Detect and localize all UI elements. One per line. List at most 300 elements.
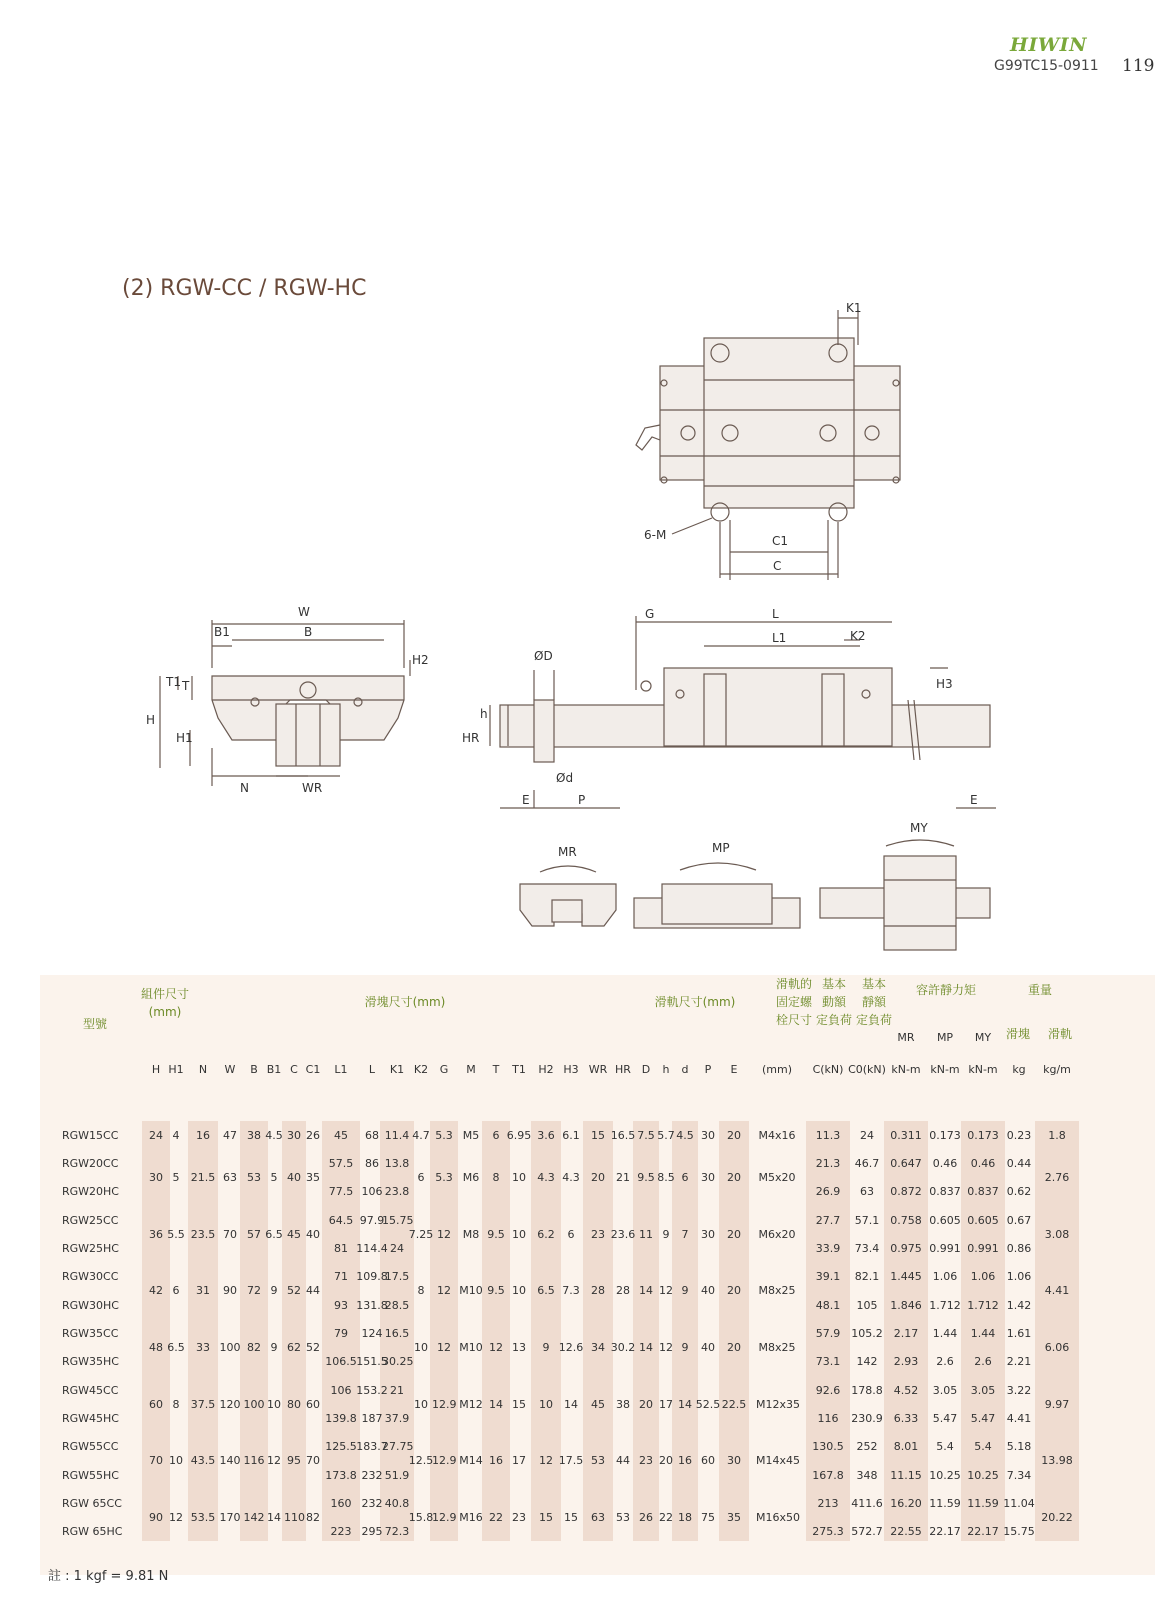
table-cell: 10 (512, 1284, 526, 1297)
label-my: MY (910, 821, 928, 835)
table-cell: 15 (591, 1129, 605, 1142)
table-cell: 6 (681, 1171, 689, 1184)
table-cell: 14 (678, 1398, 692, 1411)
column-symbol: kN-m (930, 1063, 960, 1076)
table-cell: 160 (330, 1497, 352, 1510)
table-cell: 1.06 (1006, 1270, 1032, 1283)
table-row-model: RGW45HC (62, 1412, 119, 1425)
table-cell: 70 (223, 1228, 237, 1241)
table-cell: 6.33 (893, 1412, 919, 1425)
table-cell: 10 (414, 1398, 428, 1411)
table-cell: 17 (512, 1454, 526, 1467)
table-cell: 140 (219, 1454, 241, 1467)
table-cell: 22.17 (967, 1525, 999, 1538)
table-row-model: RGW30HC (62, 1299, 119, 1312)
table-cell: 5.47 (932, 1412, 958, 1425)
table-cell: M6 (462, 1171, 480, 1184)
table-cell: 183.7 (356, 1440, 388, 1453)
table-cell: 79 (334, 1327, 348, 1340)
table-cell: 6.5 (265, 1228, 283, 1241)
table-cell: 15 (564, 1511, 578, 1524)
label-od-small: Ød (556, 771, 574, 785)
table-cell: 80 (287, 1398, 301, 1411)
table-cell: 0.837 (967, 1185, 999, 1198)
table-cell: M8x25 (758, 1341, 796, 1354)
table-cell: 6.95 (506, 1129, 532, 1142)
table-cell: 0.758 (890, 1214, 922, 1227)
table-cell: 130.5 (812, 1440, 844, 1453)
table-cell: 8 (172, 1398, 180, 1411)
table-cell: 63 (223, 1171, 237, 1184)
table-cell: 22.55 (890, 1525, 922, 1538)
table-row-model: RGW30CC (62, 1270, 119, 1283)
table-cell: M10 (459, 1341, 483, 1354)
table-cell: 40 (306, 1228, 320, 1241)
table-cell: 5.3 (435, 1171, 453, 1184)
table-cell: 1.712 (967, 1299, 999, 1312)
table-cell: 173.8 (325, 1469, 357, 1482)
table-cell: 40 (701, 1284, 715, 1297)
table-cell: 15.75 (382, 1214, 414, 1227)
table-cell: 232 (361, 1497, 383, 1510)
table-cell: 14 (639, 1284, 653, 1297)
table-cell: 36 (149, 1228, 163, 1241)
table-cell: 110 (284, 1511, 305, 1524)
moment-mr-drawing (520, 845, 616, 926)
footnote: 註 : 1 kgf = 9.81 N (48, 1569, 169, 1584)
table-cell: 232 (361, 1469, 383, 1482)
table-cell: 27.75 (382, 1440, 414, 1453)
table-cell: 35 (306, 1171, 320, 1184)
table-cell: 52 (306, 1341, 320, 1354)
table-cell: 125.5 (325, 1440, 357, 1453)
table-cell: 0.67 (1006, 1214, 1032, 1227)
column-shade (531, 1121, 561, 1541)
table-cell: 5 (172, 1171, 180, 1184)
table-cell: 2.93 (893, 1355, 919, 1368)
table-cell: 116 (817, 1412, 839, 1425)
label-wr: WR (302, 781, 323, 795)
table-cell: 106 (330, 1384, 352, 1397)
table-cell: 10 (267, 1398, 281, 1411)
column-symbol: B1 (266, 1063, 282, 1076)
column-symbol: W (224, 1063, 236, 1076)
table-cell: 12.9 (432, 1511, 457, 1524)
side-view-drawing (462, 607, 996, 808)
table-cell: 7.34 (1006, 1469, 1032, 1482)
column-shade (719, 1121, 749, 1541)
table-cell: 0.46 (932, 1157, 958, 1170)
table-cell: M6x20 (758, 1228, 796, 1241)
table-cell: 45 (287, 1228, 301, 1241)
header-moment-mp: MP (936, 1031, 954, 1044)
table-cell: 63 (591, 1511, 605, 1524)
header-bolt: 滑軌的 固定螺 栓尺寸 (775, 977, 812, 1027)
table-cell: M4x16 (758, 1129, 796, 1142)
table-cell: 2.17 (893, 1327, 919, 1340)
table-cell: M14 (459, 1454, 483, 1467)
table-cell: 20 (639, 1398, 653, 1411)
table-cell: 48 (149, 1341, 163, 1354)
spec-table (40, 975, 1155, 1575)
table-cell: 109.8 (356, 1270, 388, 1283)
table-cell: 6 (492, 1129, 500, 1142)
table-cell: M5 (462, 1129, 480, 1142)
table-cell: 3.6 (537, 1129, 555, 1142)
column-symbol: K1 (389, 1063, 405, 1076)
table-cell: 13.8 (384, 1157, 410, 1170)
table-cell: 151.5 (356, 1355, 388, 1368)
table-cell: 0.44 (1006, 1157, 1032, 1170)
table-cell: 52.5 (695, 1398, 721, 1411)
table-cell: 167.8 (812, 1469, 844, 1482)
brand-logo: HIWIN (1010, 34, 1087, 56)
table-cell: 6 (172, 1284, 180, 1297)
table-cell: 45 (591, 1398, 605, 1411)
table-cell: 60 (149, 1398, 163, 1411)
table-cell: 4.3 (562, 1171, 580, 1184)
table-cell: 81 (334, 1242, 348, 1255)
table-cell: 77.5 (328, 1185, 354, 1198)
table-cell: 1.06 (932, 1270, 958, 1283)
table-cell: 22.5 (721, 1398, 747, 1411)
table-cell: 72.3 (384, 1525, 410, 1538)
table-row-model: RGW20CC (62, 1157, 119, 1170)
table-cell: 12 (489, 1341, 503, 1354)
table-cell: 42 (149, 1284, 163, 1297)
table-cell: 20 (591, 1171, 605, 1184)
table-cell: 100 (219, 1341, 241, 1354)
table-row-model: RGW45CC (62, 1384, 119, 1397)
table-cell: 24 (860, 1129, 874, 1142)
label-l1: L1 (772, 631, 787, 645)
table-cell: 22 (489, 1511, 503, 1524)
table-cell: 1.06 (970, 1270, 996, 1283)
table-cell: 16 (489, 1454, 503, 1467)
column-symbol: L (368, 1063, 376, 1076)
column-symbol: N (198, 1063, 208, 1076)
header-weight-rail: 滑軌 (1047, 1027, 1072, 1041)
table-row-model: RGW15CC (62, 1129, 119, 1142)
column-shade (1035, 1121, 1079, 1541)
column-shade (633, 1121, 659, 1541)
table-cell: 4.41 (1006, 1412, 1032, 1425)
column-symbol: HR (615, 1063, 631, 1076)
table-cell: 12.9 (432, 1454, 457, 1467)
table-cell: 2.6 (936, 1355, 954, 1368)
column-symbol: B (250, 1063, 258, 1076)
table-cell: 0.173 (967, 1129, 999, 1142)
table-cell: 57.5 (328, 1157, 354, 1170)
header-moment-mr: MR (897, 1031, 915, 1044)
table-cell: 12 (659, 1284, 673, 1297)
table-cell: 38 (616, 1398, 630, 1411)
label-t: T (182, 679, 190, 693)
label-h2: H2 (412, 653, 429, 667)
label-c: C (773, 559, 782, 573)
table-cell: 120 (219, 1398, 241, 1411)
label-e-right: E (970, 793, 978, 807)
table-cell: 124 (361, 1327, 383, 1340)
table-cell: 11.04 (1003, 1497, 1035, 1510)
label-l: L (772, 607, 779, 621)
table-cell: 0.311 (890, 1129, 922, 1142)
column-symbol: kg/m (1043, 1063, 1071, 1076)
column-symbol: C1 (305, 1063, 321, 1076)
table-cell: 5.5 (167, 1228, 185, 1241)
table-cell: 4.3 (537, 1171, 555, 1184)
table-cell: 8 (492, 1171, 500, 1184)
table-cell: 90 (149, 1511, 163, 1524)
table-cell: 23 (591, 1228, 605, 1241)
table-cell: 4.41 (1044, 1284, 1070, 1297)
table-cell: 572.7 (851, 1525, 883, 1538)
table-cell: 30.2 (610, 1341, 636, 1354)
table-cell: 0.991 (929, 1242, 961, 1255)
header-moment: 容許靜力矩 (915, 983, 976, 997)
table-cell: 44 (306, 1284, 320, 1297)
table-cell: M8x25 (758, 1284, 796, 1297)
table-cell: 2.76 (1044, 1171, 1070, 1184)
table-cell: 6.5 (167, 1341, 185, 1354)
table-cell: 62 (287, 1341, 301, 1354)
column-symbol: K2 (413, 1063, 429, 1076)
table-row-model: RGW 65HC (62, 1525, 123, 1538)
table-cell: 86 (365, 1157, 379, 1170)
table-cell: 7.25 (408, 1228, 434, 1241)
table-cell: M16x50 (756, 1511, 800, 1524)
label-k2: K2 (850, 629, 866, 643)
header-dynamic: 基本 動額 定負荷 (815, 977, 852, 1027)
header-model: 型號 (82, 1017, 107, 1031)
column-symbol: E (730, 1063, 738, 1076)
table-cell: 106.5 (325, 1355, 357, 1368)
label-h1: H1 (176, 731, 193, 745)
table-cell: 13.98 (1041, 1454, 1073, 1467)
table-cell: 71 (334, 1270, 348, 1283)
table-cell: 5.18 (1006, 1440, 1032, 1453)
table-cell: 82.1 (854, 1270, 880, 1283)
table-cell: 5.3 (435, 1129, 453, 1142)
table-cell: 142 (243, 1511, 265, 1524)
table-cell: 5 (270, 1171, 278, 1184)
table-cell: 0.173 (929, 1129, 961, 1142)
column-symbol: H2 (538, 1063, 554, 1076)
table-cell: 14 (489, 1398, 503, 1411)
table-cell: 3.05 (932, 1384, 958, 1397)
table-cell: 3.08 (1044, 1228, 1070, 1241)
table-cell: 20 (727, 1341, 741, 1354)
table-cell: 11.3 (815, 1129, 841, 1142)
column-symbol: C (290, 1063, 298, 1076)
table-cell: 14 (639, 1341, 653, 1354)
column-symbol: T (492, 1063, 500, 1076)
header-static: 基本 靜額 定負荷 (855, 977, 892, 1027)
table-row-model: RGW20HC (62, 1185, 119, 1198)
table-cell: 4.52 (893, 1384, 919, 1397)
table-cell: 0.975 (890, 1242, 922, 1255)
table-cell: 43.5 (190, 1454, 216, 1467)
column-shade (142, 1121, 170, 1541)
table-cell: 10 (414, 1341, 428, 1354)
table-cell: 30 (727, 1454, 741, 1467)
table-cell: 12 (539, 1454, 553, 1467)
table-cell: 53.5 (190, 1511, 216, 1524)
label-n: N (240, 781, 249, 795)
table-cell: 1.44 (932, 1327, 958, 1340)
table-cell: 15.75 (1003, 1525, 1035, 1538)
table-cell: 0.872 (890, 1185, 922, 1198)
table-cell: M14x45 (756, 1454, 800, 1467)
table-cell: 63 (860, 1185, 874, 1198)
column-shade (282, 1121, 306, 1541)
table-cell: 20 (727, 1171, 741, 1184)
column-symbol: (mm) (761, 1063, 792, 1076)
table-cell: 348 (856, 1469, 878, 1482)
table-cell: 37.5 (190, 1398, 216, 1411)
table-cell: 40 (701, 1341, 715, 1354)
table-cell: 18 (678, 1511, 692, 1524)
table-cell: 8 (417, 1284, 425, 1297)
table-cell: 105.2 (851, 1327, 883, 1340)
table-cell: 57.1 (854, 1214, 880, 1227)
table-cell: 70 (306, 1454, 320, 1467)
label-h: H (146, 713, 156, 727)
table-cell: 27.7 (815, 1214, 841, 1227)
table-cell: 100 (243, 1398, 265, 1411)
table-cell: 230.9 (851, 1412, 883, 1425)
table-cell: 28 (616, 1284, 630, 1297)
table-cell: 11.15 (890, 1469, 922, 1482)
label-h-small: h (480, 707, 488, 721)
column-symbol: L1 (334, 1063, 348, 1076)
table-cell: 51.9 (384, 1469, 410, 1482)
table-cell: 20 (659, 1454, 673, 1467)
table-cell: 6.1 (562, 1129, 580, 1142)
table-cell: 3.22 (1006, 1384, 1032, 1397)
label-hr: HR (462, 731, 480, 745)
table-cell: 139.8 (325, 1412, 357, 1425)
table-cell: 30 (149, 1171, 163, 1184)
table-cell: 60 (701, 1454, 715, 1467)
table-cell: 21 (390, 1384, 404, 1397)
table-cell: 26.9 (815, 1185, 841, 1198)
table-cell: 7 (681, 1228, 689, 1241)
column-symbol: C(kN) (812, 1063, 844, 1076)
table-cell: 170 (219, 1511, 241, 1524)
table-cell: 0.23 (1006, 1129, 1032, 1142)
column-shade (430, 1121, 458, 1541)
table-cell: 12 (659, 1341, 673, 1354)
table-cell: 28 (591, 1284, 605, 1297)
table-cell: 12 (267, 1454, 281, 1467)
page-number: 119 (1122, 56, 1155, 76)
table-cell: 5.7 (657, 1129, 675, 1142)
table-cell: 0.62 (1006, 1185, 1032, 1198)
top-view-drawing (636, 301, 900, 580)
table-cell: 10.25 (929, 1469, 961, 1482)
table-cell: 57.9 (815, 1327, 841, 1340)
table-cell: 30 (701, 1228, 715, 1241)
table-cell: 23.6 (610, 1228, 636, 1241)
table-cell: 38 (247, 1129, 261, 1142)
table-cell: 0.991 (967, 1242, 999, 1255)
table-cell: 5.4 (936, 1440, 954, 1453)
table-cell: 23 (639, 1454, 653, 1467)
label-p: P (578, 793, 586, 807)
table-cell: 17.5 (558, 1454, 584, 1467)
table-cell: 20 (727, 1129, 741, 1142)
table-cell: 64.5 (328, 1214, 354, 1227)
table-cell: 9 (681, 1341, 689, 1354)
table-cell: 4.7 (412, 1129, 430, 1142)
table-cell: 53 (616, 1511, 630, 1524)
column-symbol: C0(kN) (848, 1063, 886, 1076)
label-b1: B1 (214, 625, 230, 639)
table-cell: 20 (727, 1284, 741, 1297)
column-shade (583, 1121, 613, 1541)
table-cell: 10 (539, 1398, 553, 1411)
table-cell: 24 (149, 1129, 163, 1142)
table-cell: 10 (512, 1228, 526, 1241)
table-cell: 275.3 (812, 1525, 844, 1538)
table-cell: 24 (390, 1242, 404, 1255)
table-cell: 26 (306, 1129, 320, 1142)
table-cell: 21 (616, 1171, 630, 1184)
table-cell: 45 (334, 1129, 348, 1142)
table-cell: 3.05 (970, 1384, 996, 1397)
label-mp: MP (712, 841, 730, 855)
table-cell: 9.5 (637, 1171, 655, 1184)
table-cell: 9 (681, 1284, 689, 1297)
table-cell: 6.2 (537, 1228, 555, 1241)
table-cell: 0.46 (970, 1157, 996, 1170)
moment-mp-drawing (634, 841, 800, 928)
table-cell: 11 (639, 1228, 653, 1241)
column-symbol: M (466, 1063, 476, 1076)
table-cell: 4.5 (265, 1129, 283, 1142)
table-cell: 53 (591, 1454, 605, 1467)
table-cell: 73.4 (854, 1242, 880, 1255)
table-cell: 10 (512, 1171, 526, 1184)
table-cell: 1.445 (890, 1270, 922, 1283)
table-cell: 1.712 (929, 1299, 961, 1312)
label-t1: T1 (166, 675, 181, 689)
table-cell: 2.21 (1006, 1355, 1032, 1368)
table-cell: 10.25 (967, 1469, 999, 1482)
table-cell: 0.86 (1006, 1242, 1032, 1255)
table-cell: 16.5 (384, 1327, 410, 1340)
table-cell: 12 (437, 1228, 451, 1241)
table-cell: 16.20 (890, 1497, 922, 1510)
table-row-model: RGW25HC (62, 1242, 119, 1255)
table-cell: 20 (727, 1228, 741, 1241)
label-mr: MR (558, 845, 577, 859)
table-cell: M10 (459, 1284, 483, 1297)
table-cell: 5.47 (970, 1412, 996, 1425)
table-cell: 17.5 (384, 1270, 410, 1283)
table-cell: 15 (512, 1398, 526, 1411)
table-cell: 6.06 (1044, 1341, 1070, 1354)
table-cell: 11.4 (384, 1129, 410, 1142)
table-cell: 0.837 (929, 1185, 961, 1198)
column-symbol: kN-m (968, 1063, 998, 1076)
table-cell: 57 (247, 1228, 261, 1241)
table-cell: 30 (701, 1129, 715, 1142)
table-cell: 30.25 (382, 1355, 414, 1368)
table-cell: 6 (417, 1171, 425, 1184)
column-symbol: d (681, 1063, 689, 1076)
